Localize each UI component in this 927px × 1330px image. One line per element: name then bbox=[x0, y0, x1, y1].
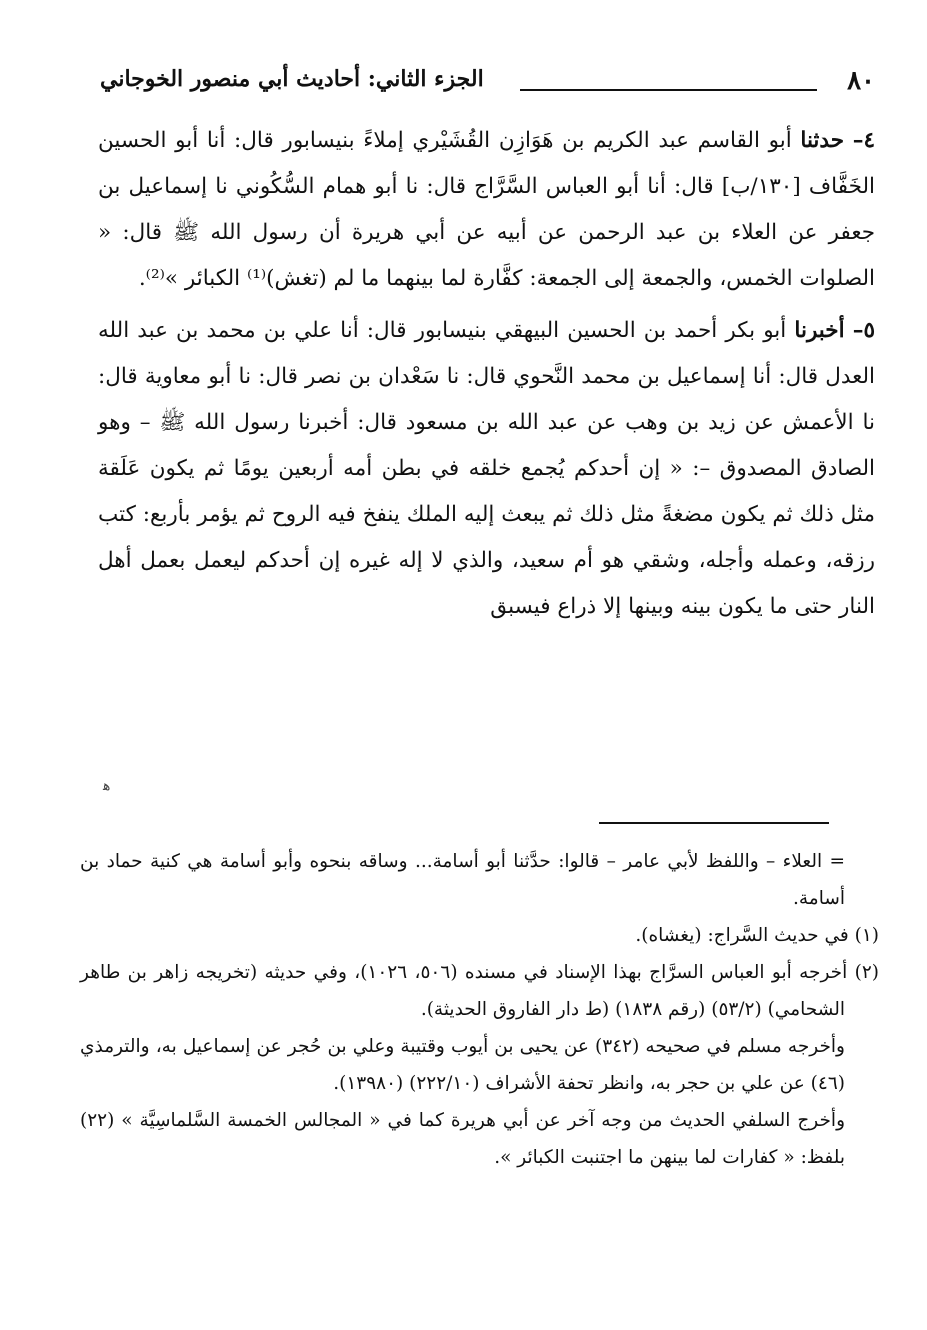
footnote-2-paragraph: وأخرج السلفي الحديث من وجه آخر عن أبي هريرة كما في « المجالس الخمسة السَّلماسِيَّة » (٢٢) بلفظ: « كفارات لما بينهن ما اجتنبت الكبائر ». bbox=[80, 1110, 845, 1168]
hadith-lead-word: حدثنا bbox=[800, 128, 844, 153]
running-title: الجزء الثاني: أحاديث أبي منصور الخوجاني bbox=[100, 66, 484, 92]
hadith-number: ٥– bbox=[852, 318, 875, 343]
footnote-2: (٢) أخرجه أبو العباس السرَّاج بهذا الإسناد في مسنده (٥٠٦، ١٠٢٦)، وفي حديثه (تخريجه زاهر بن طاهر الشحامي) (٥٣/٢) (رقم ١٨٣٨) (ط دار الفاروق الحديثة). bbox=[80, 962, 879, 1020]
page-header bbox=[100, 62, 875, 102]
hadith-text: أبو القاسم عبد الكريم بن هَوَازِن القُشَيْري إملاءً بنيسابور قال: أنا أبو الحسين الخَفَّاف [١٣٠/ب] قال: أنا أبو العباس السَّرَّاج قال: نا أبو همام السُّكُوني نا إسماعيل بن جعفر عن العلاء بن عبد الرحمن عن أبيه عن أبي هريرة أن رسول الله ﷺ قال: « الصلوات الخمس، والجمعة إلى الجمعة: كفَّارة لما بينهما ما لم (تغش)⁽¹⁾ الكبائر »⁽²⁾. bbox=[98, 128, 876, 291]
footnotes bbox=[80, 843, 879, 1176]
footnote-2-paragraph: وأخرجه مسلم في صحيحه (٣٤٢) عن يحيى بن أيوب وقتيبة وعلي بن حُجر عن إسماعيل به، والترمذي (٤٦) عن علي بن حجر به، وانظر تحفة الأشراف (٢٢٢/١٠) (١٣٩٨٠). bbox=[80, 1036, 845, 1094]
hadith-text: أبو بكر أحمد بن الحسين البيهقي بنيسابور قال: أنا علي بن محمد بن عبد الله العدل قال: أنا إسماعيل بن محمد النَّحوي قال: نا سَعْدان بن نصر قال: نا أبو معاوية قال: نا الأعمش عن زيد بن وهب عن عبد الله بن مسعود قال: أخبرنا رسول الله ﷺ – وهو الصادق المصدوق –: « إن أحدكم يُجمع خلقه في بطن أمه أربعين يومًا ثم يكون عَلَقة مثل ذلك ثم يكون مضغةً مثل ذلك ثم يبعث إليه الملك ينفخ فيه الروح ثم يؤمر بأربع: كتب رزقه، وعمله وأجله، وشقي هو أم سعيد، والذي لا إله غيره إن أحدكم ليعمل بعمل أهل النار حتى ما يكون بينه وبينها إلا ذراع فيسبق bbox=[98, 318, 875, 619]
header-rule bbox=[520, 89, 817, 91]
page-number: ٨٠ bbox=[847, 66, 875, 96]
hadith-lead-word: أخبرنا bbox=[794, 318, 845, 343]
footnote-continuation: = العلاء – واللفظ لأبي عامر – قالوا: حدَّثنا أبو أسامة... وساقه بنحوه وأبو أسامة هي كنية حماد بن أسامة. bbox=[80, 851, 845, 909]
main-text bbox=[98, 118, 875, 630]
hadith-5 bbox=[98, 308, 875, 630]
continuation-mark: ﻫ bbox=[103, 778, 111, 794]
hadith-4 bbox=[98, 118, 875, 302]
hadith-number: ٤– bbox=[852, 128, 875, 153]
footnote-rule bbox=[599, 822, 829, 824]
footnote-1: (١) في حديث السَّراج: (يغشاه). bbox=[635, 925, 879, 946]
